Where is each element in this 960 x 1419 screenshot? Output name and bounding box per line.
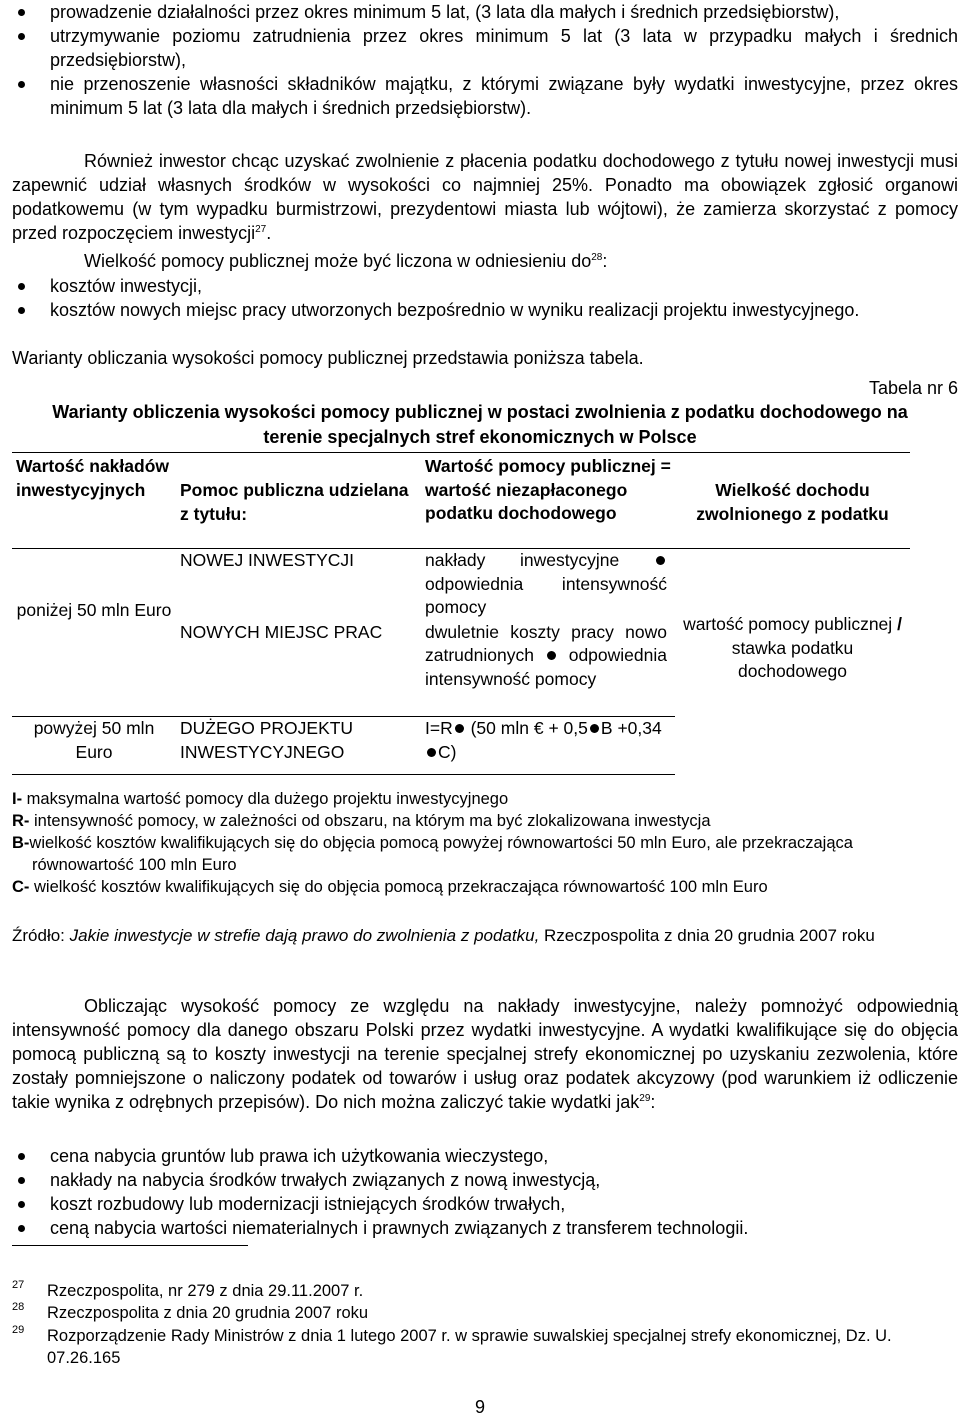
expenses-list — [12, 1144, 958, 1240]
footnote: 28 Rzeczpospolita z dnia 20 grudnia 2007 roku — [12, 1301, 369, 1322]
bullet-icon — [18, 1225, 25, 1232]
table-legend — [12, 788, 952, 898]
bullet-icon — [18, 1177, 25, 1184]
list-item: nie przenoszenie własności składników majątku, z którymi związane były wydatki inwestycyjne, przez okres minimum 5 lat (3 lata dla małych i średnich przedsiębiorstw). — [12, 72, 958, 120]
page-number: 9 — [474, 1397, 485, 1417]
paragraph-calculation: Obliczając wysokość pomocy ze względu na nakłady inwestycyjne, należy pomnożyć odpowiednią intensywność pomocy dla danego obszaru Polski przez wydatki inwestycyjne. A wydatki kwalifikujące się do objęcia pomocą publiczną są to koszty inwestycji na terenie specjalnej strefy ekonomicznej po uzyskaniu zezwolenia, które zostały pomniejszone o naliczony podatek od towarów i usług oraz podatek akcyzowy (pod warunkiem iż odliczenie takie wynika z odrębnych przepisów). Do nich można zaliczyć takie wydatki jak$^{29}$: — [12, 996, 958, 1112]
table-title: Warianty obliczenia wysokości pomocy publicznej w postaci zwolnienia z podatku dochodowego na terenie specjalnych stref ekonomicznych w Polsce — [52, 402, 908, 447]
list-item: koszt rozbudowy lub modernizacji istniejących środków trwałych, — [12, 1192, 958, 1216]
list-item: prowadzenie działalności przez okres minimum 5 lat, (3 lata dla małych i średnich przedsiębiorstw), — [12, 0, 958, 24]
table-header-row — [12, 453, 910, 549]
table-cell: NOWYCH MIEJSC PRAC — [176, 621, 421, 717]
header-cell: Wielkość dochodu zwolnionego z podatku — [675, 453, 910, 549]
bullet-icon — [547, 651, 556, 660]
source-note: Źródło: Jakie inwestycje w strefie dają prawo do zwolnienia z podatku, Rzeczpospolita z dnia 20 grudnia 2007 roku — [12, 926, 875, 945]
table-row — [12, 549, 910, 621]
bullet-icon — [18, 1201, 25, 1208]
table-cell: nakłady inwestycyjne odpowiednia intensywność pomocy — [425, 550, 667, 617]
paragraph-variants: Warianty obliczania wysokości pomocy publicznej przedstawia poniższa tabela. — [12, 348, 644, 368]
footnote-divider — [12, 1245, 248, 1246]
list-item: nakłady na nabycia środków trwałych związanych z nową inwestycją, — [12, 1168, 958, 1192]
conditions-list — [12, 0, 958, 120]
bullet-icon — [427, 748, 436, 757]
bullet-icon — [455, 724, 464, 733]
paragraph-investor: Również inwestor chcąc uzyskać zwolnienie z płacenia podatku dochodowego z tytułu nowej inwestycji musi zapewnić udział własnych środków w wysokości co najmniej 25%. Ponadto ma obowiązek zgłosić organowi podatkowemu (w tym wypadku burmistrzowi, prezydentowi miasta lub wójtowi), że zamierza skorzystać z pomocy przed rozpoczęciem inwestycji$^{27}$. — [12, 151, 958, 243]
euro-icon: € — [533, 718, 544, 738]
bullet-icon — [656, 556, 665, 565]
costs-list — [12, 274, 958, 322]
table-cell: I=R (50 mln € + 0,5 B +0,34C) — [421, 717, 675, 775]
bullet-icon — [18, 283, 25, 290]
bullet-icon — [18, 9, 25, 16]
bullet-icon — [18, 1153, 25, 1160]
list-item: cena nabycia gruntów lub prawa ich użytkowania wieczystego, — [12, 1144, 958, 1168]
legend-item: R- intensywność pomocy, w zależności od obszaru, na którym ma być zlokalizowana inwestycja — [12, 812, 711, 830]
table-cell: poniżej 50 mln Euro — [12, 549, 176, 717]
bullet-icon — [590, 724, 599, 733]
table-number: Tabela nr 6 — [868, 378, 958, 398]
table-cell: powyżej 50 mln Euro — [12, 717, 176, 775]
list-item: ceną nabycia wartości niematerialnych i prawnych związanych z transferem technologii. — [12, 1216, 958, 1240]
bullet-icon — [18, 33, 25, 40]
paragraph-aid-size: Wielkość pomocy publicznej może być liczona w odniesieniu $do^{28}$: — [84, 251, 608, 271]
table-cell: dwuletnie koszty pracy nowo zatrudnionych odpowiednia intensywność pomocy — [421, 621, 675, 717]
table-cell: DUŻEGO PROJEKTU INWESTYCYJNEGO — [176, 717, 421, 775]
list-item: kosztów nowych miejsc pracy utworzonych bezpośrednio w wyniku realizacji projektu inwestycyjnego. — [12, 298, 958, 322]
header-cell: Wartość pomocy publicznej = wartość niezapłaconego podatku dochodowego — [421, 453, 675, 549]
footnote: 27 Rzeczpospolita, nr 279 z dnia 29.11.2007 r. — [12, 1279, 364, 1300]
bullet-icon — [18, 307, 25, 314]
legend-item: C- wielkość kosztów kwalifikujących się do objęcia pomocą przekraczająca równowartość 100 mln Euro — [12, 878, 768, 896]
legend-item: I- maksymalna wartość pomocy dla dużego projektu inwestycyjnego — [12, 790, 509, 808]
bullet-icon — [18, 81, 25, 88]
aid-variants-table — [12, 452, 910, 775]
header-cell: Wartość nakładów inwestycyjnych — [12, 453, 176, 549]
table-cell: NOWEJ INWESTYCJI — [180, 550, 355, 570]
table-cell: wartość pomocy publicznej / stawka podatku dochodowego — [683, 614, 902, 681]
list-item: kosztów inwestycji, — [12, 274, 958, 298]
list-item: utrzymywanie poziomu zatrudnienia przez okres minimum 5 lat (3 lata w przypadku małych i średnich przedsiębiorstw), — [12, 24, 958, 72]
legend-item: B-wielkość kosztów kwalifikujących się do objęcia pomocą powyżej równowartości 50 mln Euro, ale przekraczająca równowartość 100 mln Euro — [12, 834, 853, 874]
header-cell: Pomoc publiczna udzielana z tytułu: — [176, 453, 421, 549]
footnote: 29 Rozporządzenie Rady Ministrów z dnia 1 lutego 2007 r. w sprawie suwalskiej specjalnej strefy ekonomicznej, Dz. U. 07.26.165 — [12, 1324, 892, 1367]
